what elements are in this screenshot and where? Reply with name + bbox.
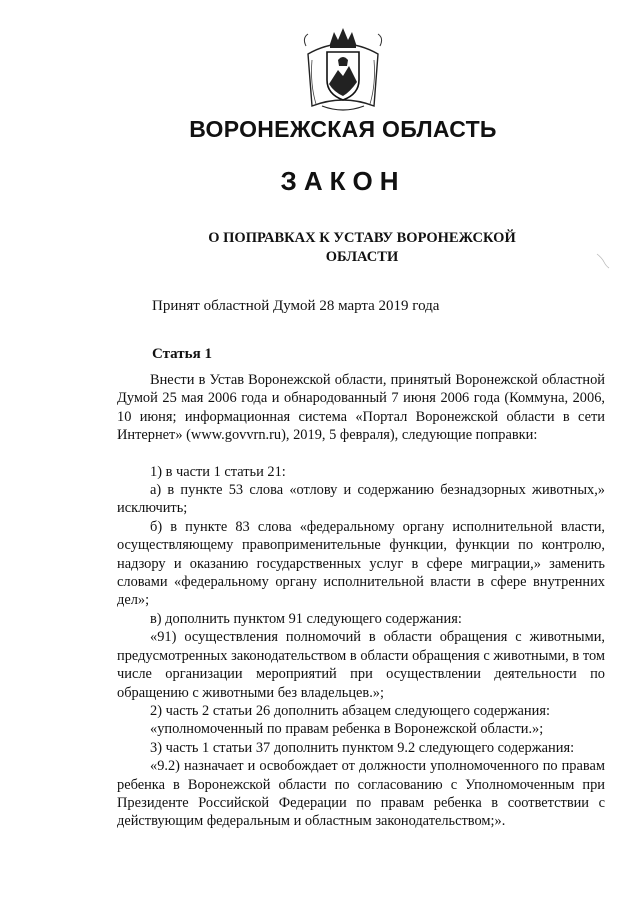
region-title: ВОРОНЕЖСКАЯ ОБЛАСТЬ bbox=[189, 116, 497, 142]
paragraph-gap bbox=[117, 445, 605, 463]
article-paragraph: «91) осуществления полномочий в области обращения с животными, предусмотренных законодательством в области обращения с животными, в том числе организации мероприятий при осуществлении деятельности по обращению с животными без владельцев.»; bbox=[117, 629, 605, 701]
article-paragraph: в) дополнить пунктом 91 следующего содержания: bbox=[150, 610, 462, 627]
coat-of-arms-icon bbox=[300, 24, 386, 114]
article-paragraph: Внести в Устав Воронежской области, принятый Воронежской областной Думой 25 мая 2006 года и обнародованный 7 июня 2006 года (Коммуна, 2006, 10 июня; информационная система «Портал Воронежской области в сети Интернет» (www.govvrn.ru), 2019, 5 февраля), следующие поправки: bbox=[117, 372, 605, 444]
adoption-date: Принят областной Думой 28 марта 2019 года bbox=[152, 298, 440, 314]
law-subject: О ПОПРАВКАХ К УСТАВУ ВОРОНЕЖСКОЙ ОБЛАСТИ bbox=[208, 230, 516, 265]
article-paragraph: 2) часть 2 статьи 26 дополнить абзацем следующего содержания: bbox=[150, 702, 550, 719]
scan-mark-icon bbox=[596, 252, 610, 270]
article-title: Статья 1 bbox=[152, 346, 212, 362]
article-paragraph: 1) в части 1 статьи 21: bbox=[150, 463, 286, 480]
article-paragraph: «уполномоченный по правам ребенка в Воронежской области.»; bbox=[150, 721, 544, 738]
article-paragraph: 3) часть 1 статьи 37 дополнить пунктом 9.2 следующего содержания: bbox=[150, 739, 575, 756]
document-type: ЗАКОН bbox=[280, 166, 406, 196]
article-paragraph: «9.2) назначает и освобождает от должности уполномоченного по правам ребенка в Воронежской области по согласованию с Уполномоченным при Президенте Российской Федерации по правам ребенка в соответствии с действующим федеральным и областным законодательством;». bbox=[117, 758, 605, 830]
article-paragraph: б) в пункте 83 слова «федеральному органу исполнительной власти, осуществляющему правоприменительные функции, функции по контролю, надзору и оказанию государственных услуг в сфере миграции,» заменить словами «федеральному органу исполнительной власти в сфере внутренних дел»; bbox=[117, 518, 605, 609]
article-body bbox=[117, 371, 605, 831]
article-paragraph: а) в пункте 53 слова «отлову и содержанию безнадзорных животных,» исключить; bbox=[117, 482, 605, 517]
